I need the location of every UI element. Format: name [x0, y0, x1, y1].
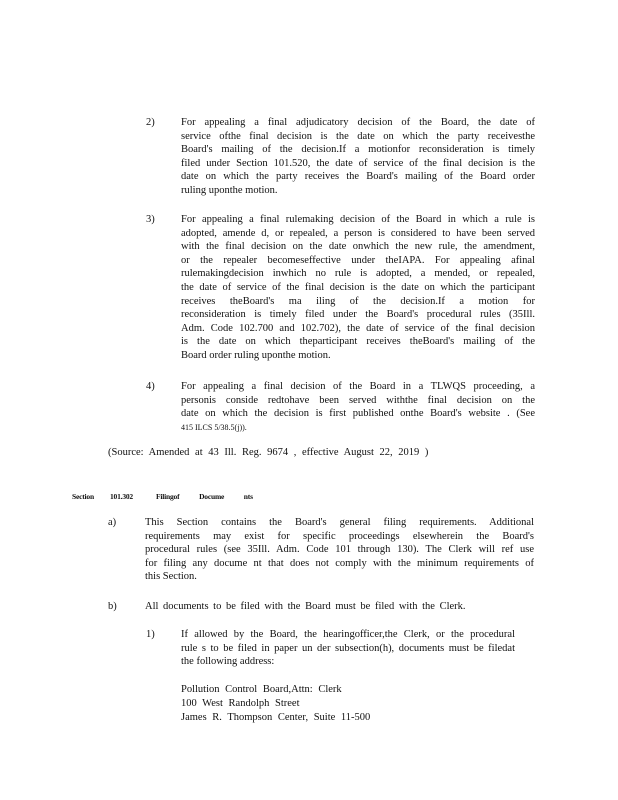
text-line: date on which the decision is first published onthe Board's website . (See [181, 408, 535, 420]
mailing-address [181, 683, 370, 725]
text-line: Board's mailing of the decision.If a motionfor reconsideration is timely [181, 144, 535, 156]
text-line: requirements may exist for specific proceedings elsewherein the Board's [145, 530, 534, 542]
text-line: This Section contains the Board's general filing requirements. Additional [145, 517, 534, 528]
paragraph-appeal-adjudicatory [181, 116, 535, 198]
paragraph-filing-with-clerk: All documents to be filed with the Board must be filed with the Clerk. [145, 601, 466, 612]
text-line: Board order ruling uponthe motion. [181, 349, 331, 361]
text-line: this Section. [145, 571, 197, 583]
text-line: For appealing a final rulemaking decision of the Board in which a rule is [181, 214, 535, 225]
text-line: with the final decision on the date onwhich the new rule, the amendment, [181, 241, 535, 253]
subsection-letter: a) [108, 517, 117, 528]
text-line: procedural rules (see 35Ill. Adm. Code 101 through 130). The Clerk will ref use [145, 544, 534, 556]
subsection-letter: b) [108, 601, 117, 612]
text-line: is the date on which theparticipant receives theBoard's mailing of the [181, 336, 535, 348]
text-line: or the repealer becomeseffective under theIAPA. For appealing afinal [181, 254, 535, 266]
text-line: the date of service of the final decision is the date on which the participant [181, 281, 535, 293]
text-line: personis conside redtohave been served withthe final decision on the [181, 394, 535, 406]
text-line: for filing any docume nt that does not comply with the minimum requirements of [145, 557, 534, 569]
item-number: 1) [146, 629, 155, 640]
text-line: receives theBoard's ma iling of the decision.If a motion for [181, 295, 535, 307]
section-number: 101.302 [110, 492, 133, 501]
text-line: ruling uponthe motion. [181, 184, 278, 196]
citation-text: 415 ILCS 5/38.5(j)). [181, 422, 247, 432]
text-line: filed under Section 101.520, the date of service of the final decision is the [181, 157, 535, 169]
text-line: service ofthe final decision is the date on which the party receivesthe [181, 130, 535, 142]
paragraph-appeal-tlwqs [181, 380, 535, 434]
section-label: Section [72, 492, 94, 501]
address-line: James R. Thompson Center, Suite 11-500 [181, 712, 371, 723]
text-line: If allowed by the Board, the hearingofficer,the Clerk, or the procedural [181, 629, 515, 640]
text-line: date on which the party receives the Board's mailing of the Board order [181, 171, 535, 183]
text-line: reconsideration is timely filed under the Board's procedural rules (35Ill. [181, 309, 535, 321]
text-line: adopted, amende d, or repealed, a person is considered to have been served [181, 227, 535, 239]
paragraph-paper-filing [181, 628, 515, 669]
text-line: For appealing a final decision of the Board in a TLWQS proceeding, a [181, 381, 535, 392]
text-line: rulemakingdecision inwhich no rule is adopted, a mended, or repealed, [181, 268, 535, 280]
paragraph-general-requirements [145, 516, 534, 584]
source-note: (Source: Amended at 43 Ill. Reg. 9674 , effective August 22, 2019 ) [108, 447, 429, 458]
text-line: For appealing a final adjudicatory decision of the Board, the date of [181, 117, 535, 128]
text-line: the following address: [181, 656, 275, 668]
item-number: 2) [146, 117, 155, 128]
item-number: 3) [146, 214, 155, 225]
address-line: Pollution Control Board,Attn: Clerk [181, 684, 342, 695]
item-number: 4) [146, 381, 155, 392]
paragraph-appeal-rulemaking [181, 213, 535, 363]
address-line: 100 West Randolph Street [181, 698, 300, 709]
text-line: rule s to be filed in paper un der subsection(h), documents must be filedat [181, 642, 515, 654]
section-title: Filingof Docume nts [156, 492, 253, 501]
text-line: Adm. Code 102.700 and 102.702), the date of service of the final decision [181, 322, 535, 334]
